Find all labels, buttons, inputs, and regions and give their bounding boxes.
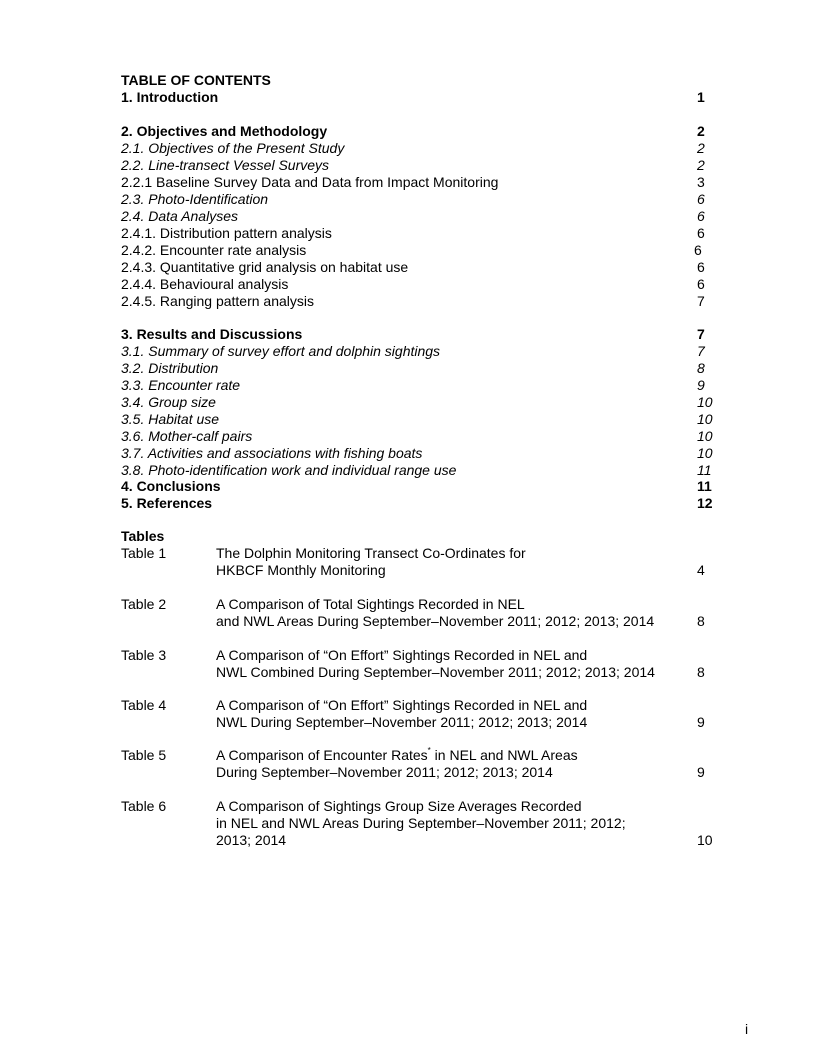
toc-entry-label: 5. References xyxy=(121,495,213,511)
table-list-description xyxy=(216,596,654,630)
table-list-label: Table 1 xyxy=(121,545,167,561)
table-list-item xyxy=(121,596,713,630)
toc-entry xyxy=(121,276,713,293)
toc-entry xyxy=(121,428,713,445)
toc-entry-page: 11 xyxy=(697,478,712,494)
toc-entry xyxy=(121,242,713,259)
table-list-page: 4 xyxy=(697,562,705,578)
toc-entry xyxy=(121,445,713,462)
toc-entry-page: 7 xyxy=(697,343,705,359)
table-list-label: Table 6 xyxy=(121,798,167,814)
toc-entry-label: 3.2. Distribution xyxy=(121,360,219,376)
toc-entry xyxy=(121,174,713,191)
toc-entry xyxy=(121,360,713,377)
toc-entry-label: 2.1. Objectives of the Present Study xyxy=(121,140,345,156)
table-list-item xyxy=(121,798,713,849)
toc-entry-page: 7 xyxy=(697,293,705,309)
toc-entry-page: 9 xyxy=(697,377,705,393)
description-line: HKBCF Monthly Monitoring xyxy=(216,562,386,578)
table-list-page: 9 xyxy=(697,764,705,780)
toc-entry-page: 2 xyxy=(697,140,705,156)
table-list-description xyxy=(216,697,587,731)
description-line: A Comparison of “On Effort” Sightings Recorded in NEL and xyxy=(216,697,588,713)
table-list-item xyxy=(121,647,713,681)
toc-entry xyxy=(121,259,713,276)
toc-title: TABLE OF CONTENTS xyxy=(121,72,271,88)
toc-entry xyxy=(121,191,713,208)
toc-entry-label: 3.4. Group size xyxy=(121,394,216,410)
description-line: and NWL Areas During September–November 2011; 2012; 2013; 2014 xyxy=(216,613,655,629)
table-list-label: Table 5 xyxy=(121,747,167,763)
toc-entry-page: 6 xyxy=(697,191,705,207)
table-list-item xyxy=(121,697,713,731)
table-list-page: 10 xyxy=(697,832,713,848)
toc-entry-page: 6 xyxy=(697,259,705,275)
toc-entry-label: 1. Introduction xyxy=(121,89,219,105)
toc-entry-label: 3.1. Summary of survey effort and dolphin sightings xyxy=(121,343,441,359)
toc-entry xyxy=(121,343,713,360)
toc-entry-page: 11 xyxy=(697,462,712,478)
toc-entry-label: 3.8. Photo-identification work and individual range use xyxy=(121,462,457,478)
table-list-item xyxy=(121,545,713,579)
table-list-page: 8 xyxy=(697,613,705,629)
toc-entry-label: 2.4. Data Analyses xyxy=(121,208,238,224)
description-text: in NEL and NWL Areas xyxy=(430,747,578,763)
toc-entry xyxy=(121,157,713,174)
toc-entry xyxy=(121,377,713,394)
table-list-label: Table 4 xyxy=(121,697,167,713)
toc-entry xyxy=(121,208,713,225)
page-number: i xyxy=(745,1021,749,1037)
table-list-label: Table 2 xyxy=(121,596,167,612)
toc-entry-page: 6 xyxy=(694,242,702,258)
description-line: NWL During September–November 2011; 2012; 2013; 2014 xyxy=(216,714,588,730)
description-line: A Comparison of Total Sightings Recorded in NEL xyxy=(216,596,525,612)
table-list-description xyxy=(216,798,626,849)
toc-entry xyxy=(121,293,713,310)
table-list-item xyxy=(121,747,713,781)
toc-entry-page: 8 xyxy=(697,360,705,376)
toc-entry xyxy=(121,326,713,343)
table-list-description xyxy=(216,647,655,681)
description-line: The Dolphin Monitoring Transect Co-Ordinates for xyxy=(216,545,526,561)
toc-entry xyxy=(121,225,713,242)
description-line: A Comparison of Sightings Group Size Averages Recorded xyxy=(216,798,582,814)
description-line xyxy=(216,747,578,764)
tables-heading: Tables xyxy=(121,528,165,544)
table-list-page: 9 xyxy=(697,714,705,730)
table-list-description xyxy=(216,545,526,579)
toc-entry-page: 2 xyxy=(697,157,705,173)
description-line: 2013; 2014 xyxy=(216,832,287,848)
toc-entry-label: 3. Results and Discussions xyxy=(121,326,303,342)
table-list-page: 8 xyxy=(697,664,705,680)
toc-entry-page: 7 xyxy=(697,326,705,342)
table-list-description xyxy=(216,747,578,781)
description-text: A Comparison of Encounter Rates xyxy=(216,747,428,763)
description-line: During September–November 2011; 2012; 2013; 2014 xyxy=(216,764,553,780)
toc-entry xyxy=(121,478,713,495)
toc-entry xyxy=(121,462,713,479)
toc-entry-page: 10 xyxy=(697,428,713,444)
toc-entry-page: 1 xyxy=(697,89,705,105)
toc-entry-page: 10 xyxy=(697,445,713,461)
toc-entry-page: 3 xyxy=(697,174,705,190)
toc-entry-label: 3.3. Encounter rate xyxy=(121,377,241,393)
toc-entry xyxy=(121,140,713,157)
toc-entry-label: 2.2.1 Baseline Survey Data and Data from Impact Monitoring xyxy=(121,174,499,190)
toc-entry-label: 2.4.4. Behavioural analysis xyxy=(121,276,289,292)
toc-entry-page: 6 xyxy=(697,225,705,241)
toc-entry-label: 2.3. Photo-Identification xyxy=(121,191,269,207)
toc-entry-label: 2.4.5. Ranging pattern analysis xyxy=(121,293,315,309)
description-line: in NEL and NWL Areas During September–November 2011; 2012; xyxy=(216,815,626,831)
toc-entry xyxy=(121,394,713,411)
toc-entry-label: 2.4.3. Quantitative grid analysis on habitat use xyxy=(121,259,409,275)
toc-entry-page: 6 xyxy=(697,208,705,224)
toc-entry-label: 3.5. Habitat use xyxy=(121,411,220,427)
toc-entry-page: 10 xyxy=(697,394,713,410)
footnote-marker: * xyxy=(427,746,431,755)
toc-entry-label: 2.4.1. Distribution pattern analysis xyxy=(121,225,332,241)
toc-entry xyxy=(121,123,713,140)
toc-entry-page: 6 xyxy=(697,276,705,292)
toc-entry-label: 4. Conclusions xyxy=(121,478,221,494)
toc-entry xyxy=(121,411,713,428)
toc-entry-label: 2. Objectives and Methodology xyxy=(121,123,328,139)
toc-entry-page: 2 xyxy=(697,123,705,139)
toc-entry-label: 2.2. Line-transect Vessel Surveys xyxy=(121,157,330,173)
toc-entry-page: 12 xyxy=(697,495,713,511)
toc-entry-label: 3.6. Mother-calf pairs xyxy=(121,428,253,444)
toc-entry xyxy=(121,495,713,512)
toc-entry xyxy=(121,89,713,106)
table-list-label: Table 3 xyxy=(121,647,167,663)
description-line: NWL Combined During September–November 2011; 2012; 2013; 2014 xyxy=(216,664,655,680)
toc-entry-label: 3.7. Activities and associations with fishing boats xyxy=(121,445,423,461)
toc-entry-page: 10 xyxy=(697,411,713,427)
description-line: A Comparison of “On Effort” Sightings Recorded in NEL and xyxy=(216,647,588,663)
toc-entry-label: 2.4.2. Encounter rate analysis xyxy=(121,242,307,258)
